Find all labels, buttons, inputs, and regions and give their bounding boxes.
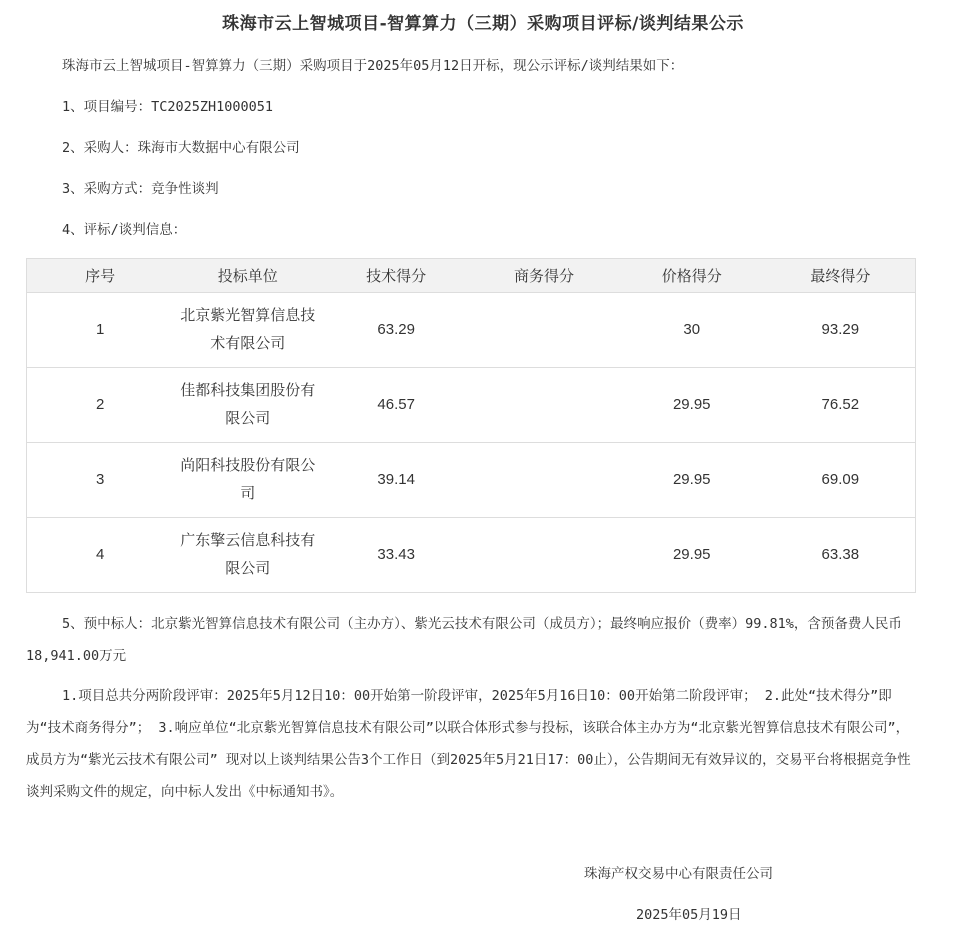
evaluation-info-label: 4、评标/谈判信息：: [62, 222, 187, 238]
cell-final-score: 76.52: [766, 368, 916, 443]
cell-biz-score: [470, 293, 618, 368]
cell-tech-score: 63.29: [322, 293, 470, 368]
cell-tech-score: 33.43: [322, 518, 470, 593]
header-no: 序号: [27, 259, 174, 293]
cell-biz-score: [470, 443, 618, 518]
cell-price-score: 29.95: [618, 443, 766, 518]
cell-biz-score: [470, 518, 618, 593]
bidder-name: 北京紫光智算信息技术有限公司: [180, 307, 316, 352]
buyer: 2、采购人：珠海市大数据中心有限公司: [62, 140, 300, 156]
cell-final-score: 93.29: [766, 293, 916, 368]
table-row: [27, 293, 916, 368]
cell-price-score: 30: [618, 293, 766, 368]
cell-no: 1: [27, 293, 174, 368]
publish-date: 2025年05月19日: [636, 907, 742, 923]
procurement-method: 3、采购方式：竞争性谈判: [62, 181, 219, 197]
cell-unit: [173, 293, 322, 368]
publisher-name: 珠海产权交易中心有限责任公司: [584, 866, 773, 882]
header-tech-score: 技术得分: [322, 259, 470, 293]
winning-bidder-text: 5、预中标人：北京紫光智算信息技术有限公司（主办方）、紫光云技术有限公司（成员方）；最终响应报价（费率）99.81%，含预备费人民币18,941.00万元: [26, 616, 902, 664]
cell-biz-score: [470, 368, 618, 443]
evaluation-table: [26, 258, 916, 593]
table-header-row: [27, 259, 916, 293]
bidder-name: 尚阳科技股份有限公司: [180, 457, 316, 502]
cell-final-score: 69.09: [766, 443, 916, 518]
project-number: 1、项目编号：TC2025ZH1000051: [62, 99, 274, 115]
intro-text: 珠海市云上智城项目-智算算力（三期）采购项目于2025年05月12日开标，现公示评标/谈判结果如下：: [62, 58, 684, 74]
cell-no: 2: [27, 368, 174, 443]
header-biz-score: 商务得分: [470, 259, 618, 293]
table-row: [27, 518, 916, 593]
cell-tech-score: 46.57: [322, 368, 470, 443]
page-title: 珠海市云上智城项目-智算算力（三期）采购项目评标/谈判结果公示: [222, 14, 744, 34]
cell-no: 3: [27, 443, 174, 518]
cell-unit: [173, 518, 322, 593]
bidder-name: 佳都科技集团股份有限公司: [180, 382, 316, 427]
header-price-score: 价格得分: [618, 259, 766, 293]
notes-text: 1.项目总共分两阶段评审：2025年5月12日10：00开始第一阶段评审，2025年5月16日10：00开始第二阶段评审； 2.此处“技术得分”即为“技术商务得分”； 3.响应单位“北京紫光智算信息技术有限公司”以联合体形式参与投标，该联合体主办方为“北京紫光智算信息技术有限公司”，成员方为“紫光云技术有限公司” 现对以上谈判结果公告3个工作日（到2025年5月21日17：00止），公告期间无有效异议的，交易平台将根据竞争性谈判采购文件的规定，向中标人发出《中标通知书》。: [26, 688, 911, 800]
table-row: [27, 368, 916, 443]
bidder-name: 广东擎云信息科技有限公司: [180, 532, 316, 577]
cell-price-score: 29.95: [618, 518, 766, 593]
cell-price-score: 29.95: [618, 368, 766, 443]
table-row: [27, 443, 916, 518]
cell-tech-score: 39.14: [322, 443, 470, 518]
header-unit: 投标单位: [173, 259, 322, 293]
cell-unit: [173, 368, 322, 443]
cell-unit: [173, 443, 322, 518]
header-final-score: 最终得分: [766, 259, 916, 293]
cell-final-score: 63.38: [766, 518, 916, 593]
cell-no: 4: [27, 518, 174, 593]
